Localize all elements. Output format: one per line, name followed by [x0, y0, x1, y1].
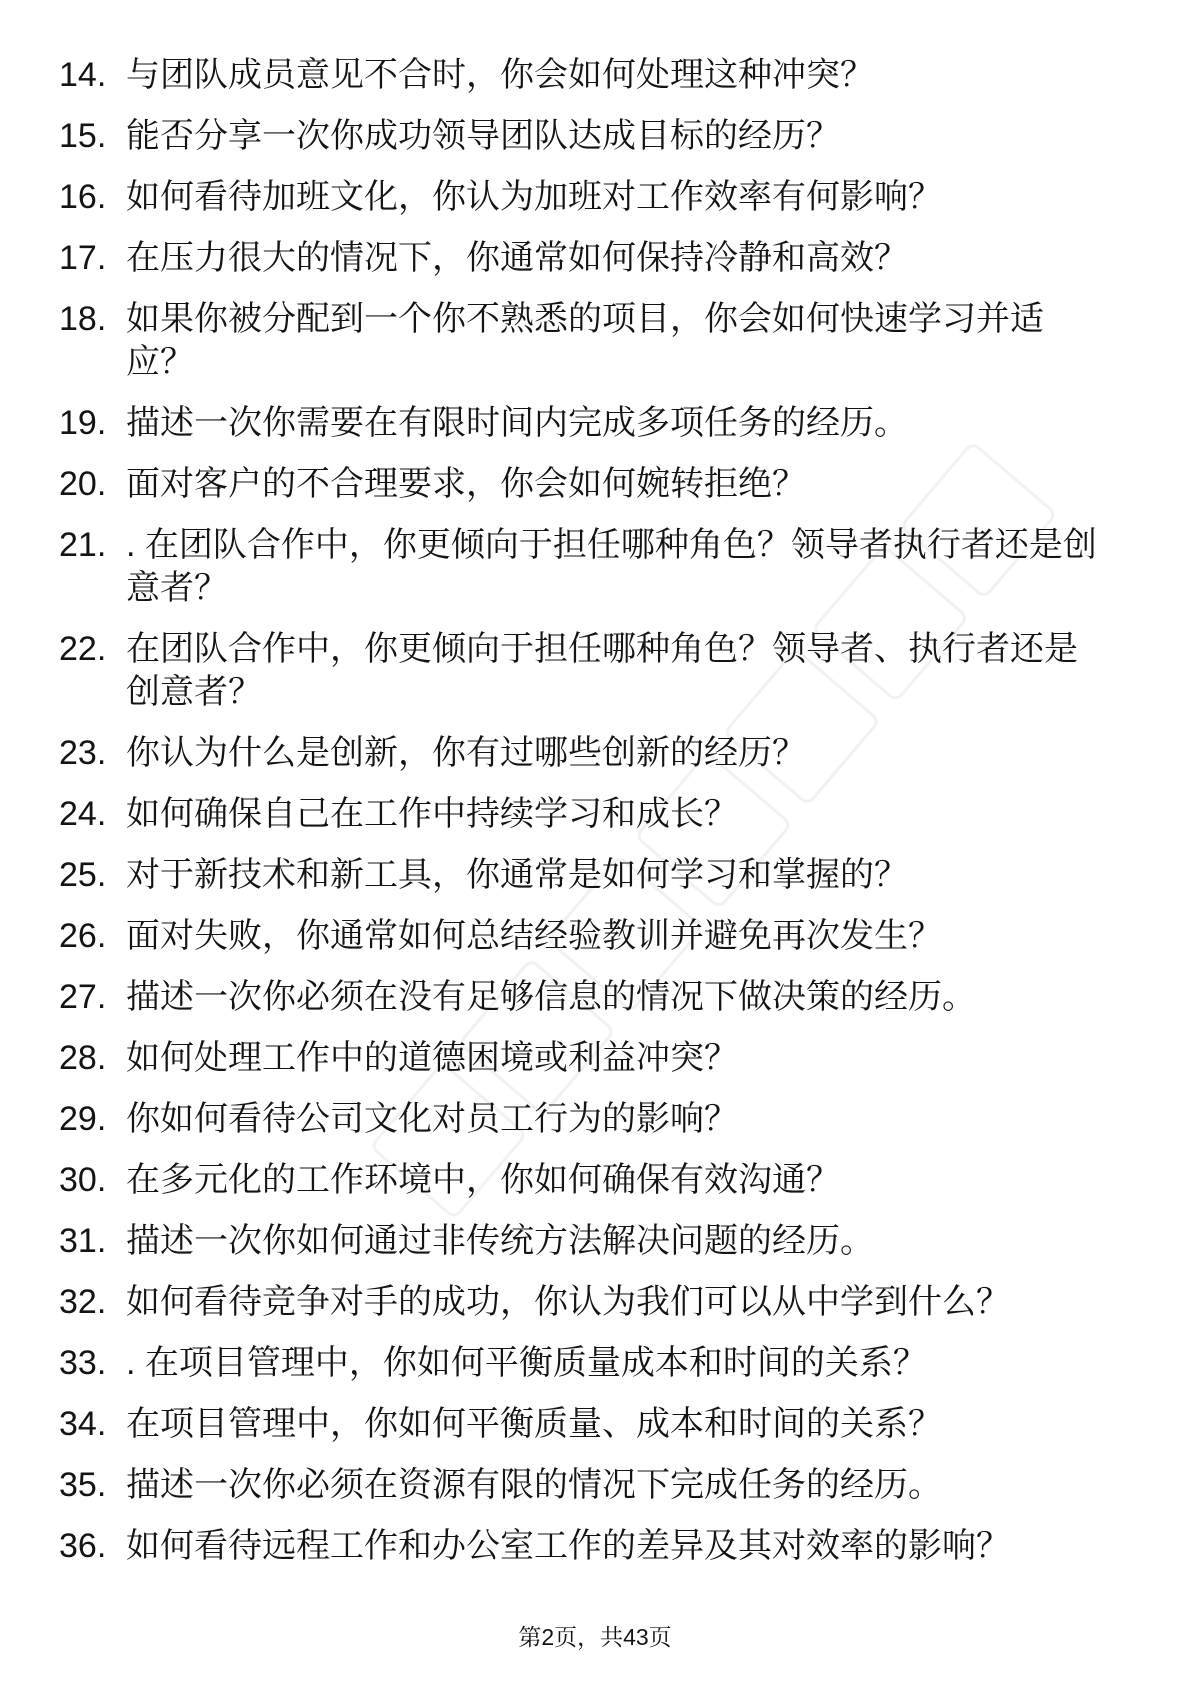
question-text: 如果你被分配到一个你不熟悉的项目，你会如何快速学习并适应？: [126, 300, 1044, 381]
question-text: 描述一次你如何通过非传统方法解决问题的经历。: [126, 1222, 874, 1260]
question-text: 在多元化的工作环境中，你如何确保有效沟通？: [126, 1161, 840, 1199]
page-footer: 第2页，共43页: [518, 1624, 672, 1650]
question-number: 21.: [59, 526, 107, 564]
question-text: . 在团队合作中，你更倾向于担任哪种角色？领导者执行者还是创意者？: [126, 526, 1097, 607]
list-item: [59, 237, 1126, 280]
list-item: [59, 463, 1126, 506]
question-number: 29.: [59, 1100, 107, 1138]
question-number: 27.: [59, 978, 107, 1016]
question-number: 18.: [59, 300, 107, 338]
list-item: [59, 54, 1126, 97]
question-text: 在项目管理中，你如何平衡质量、成本和时间的关系？: [126, 1405, 942, 1443]
question-text: 描述一次你必须在没有足够信息的情况下做决策的经历。: [126, 978, 976, 1016]
list-item: [59, 628, 1126, 714]
question-text: 在压力很大的情况下，你通常如何保持冷静和高效？: [126, 239, 908, 277]
question-text: 如何确保自己在工作中持续学习和成长？: [126, 795, 738, 833]
question-text: 面对失败，你通常如何总结经验教训并避免再次发生？: [126, 917, 942, 955]
question-number: 25.: [59, 856, 107, 894]
question-number: 33.: [59, 1344, 107, 1382]
question-number: 19.: [59, 404, 107, 442]
question-number: 16.: [59, 178, 107, 216]
question-number: 34.: [59, 1405, 107, 1443]
question-number: 22.: [59, 630, 107, 668]
list-item: [59, 1159, 1126, 1202]
question-number: 36.: [59, 1527, 107, 1565]
list-item: [59, 854, 1126, 897]
question-number: 26.: [59, 917, 107, 955]
question-text: 描述一次你必须在资源有限的情况下完成任务的经历。: [126, 1466, 942, 1504]
question-number: 31.: [59, 1222, 107, 1260]
list-item: [59, 732, 1126, 775]
list-item: [59, 976, 1126, 1019]
question-text: 你认为什么是创新，你有过哪些创新的经历？: [126, 734, 806, 772]
question-text: . 在项目管理中，你如何平衡质量成本和时间的关系？: [126, 1344, 927, 1382]
list-item: [59, 1464, 1126, 1507]
question-text: 如何处理工作中的道德困境或利益冲突？: [126, 1039, 738, 1077]
list-item: [59, 1525, 1126, 1568]
question-number: 24.: [59, 795, 107, 833]
question-text: 你如何看待公司文化对员工行为的影响？: [126, 1100, 738, 1138]
list-item: [59, 1342, 1126, 1385]
list-item: [59, 298, 1126, 384]
list-item: [59, 1037, 1126, 1080]
question-number: 15.: [59, 117, 107, 155]
question-text: 与团队成员意见不合时，你会如何处理这种冲突？: [126, 56, 874, 94]
list-item: [59, 1281, 1126, 1324]
question-number: 32.: [59, 1283, 107, 1321]
question-text: 描述一次你需要在有限时间内完成多项任务的经历。: [126, 404, 908, 442]
list-item: [59, 1403, 1126, 1446]
list-item: [59, 115, 1126, 158]
question-text: 对于新技术和新工具，你通常是如何学习和掌握的？: [126, 856, 908, 894]
question-text: 如何看待加班文化，你认为加班对工作效率有何影响？: [126, 178, 942, 216]
question-number: 20.: [59, 465, 107, 503]
list-item: [59, 1098, 1126, 1141]
list-item: [59, 915, 1126, 958]
question-text: 如何看待竞争对手的成功，你认为我们可以从中学到什么？: [126, 1283, 1010, 1321]
question-text: 在团队合作中，你更倾向于担任哪种角色？领导者、执行者还是创意者？: [126, 630, 1078, 711]
question-list: [59, 54, 1126, 1586]
list-item: [59, 524, 1126, 610]
question-number: 17.: [59, 239, 107, 277]
question-number: 23.: [59, 734, 107, 772]
question-text: 能否分享一次你成功领导团队达成目标的经历？: [126, 117, 840, 155]
list-item: [59, 793, 1126, 836]
question-text: 如何看待远程工作和办公室工作的差异及其对效率的影响？: [126, 1527, 1010, 1565]
question-number: 14.: [59, 56, 107, 94]
list-item: [59, 176, 1126, 219]
question-text: 面对客户的不合理要求，你会如何婉转拒绝？: [126, 465, 806, 503]
question-number: 35.: [59, 1466, 107, 1504]
question-number: 30.: [59, 1161, 107, 1199]
question-number: 28.: [59, 1039, 107, 1077]
list-item: [59, 1220, 1126, 1263]
list-item: [59, 402, 1126, 445]
